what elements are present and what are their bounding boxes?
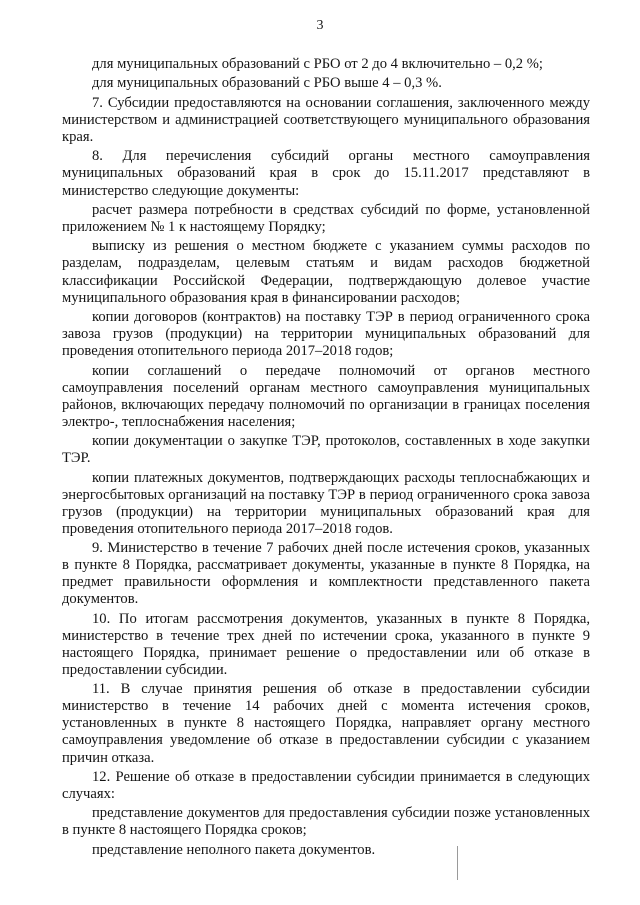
paragraph-rbo-2-4: для муниципальных образований с РБО от 2 до 4 включительно – 0,2 %;	[92, 56, 543, 72]
paragraph-clause-12-item-incomplete: представление неполного пакета документов.	[92, 841, 376, 858]
paragraph-clause-7: 7. Субсидии предоставляются на основании соглашения, заключенного между министерством и администрацией соответствующего муниципального образования края.	[62, 94, 590, 145]
page-number: 3	[316, 18, 324, 33]
paragraph-clause-12: 12. Решение об отказе в предоставлении субсидии принимается в следующих случаях:	[62, 768, 590, 802]
paragraph-clause-8-item-agreements: копии соглашений о передаче полномочий от органов местного самоуправления поселений органам местного самоуправления муниципальных районов, включающих передачу полномочий по организации в границах поселения электро-, теплоснабжения населения;	[62, 362, 590, 430]
paragraph-clause-8-item-budget-extract: выписку из решения о местном бюджете с указанием суммы расходов по разделам, подразделам, целевым статьям и видам расходов бюджетной классификации Российской Федерации, подтверждающую долевое участие муниципального образования края в финансировании расходов;	[62, 238, 590, 306]
paragraph-clause-8-item-contracts: копии договоров (контрактов) на поставку ТЭР в период ограниченного срока завоза грузов (продукции) на территории муниципальных образований для проведения отопительного периода 2017–2018 годов;	[62, 309, 590, 360]
paragraph-clause-10: 10. По итогам рассмотрения документов, указанных в пункте 8 Порядка, министерство в течение трех дней по истечении срока, указанного в пункте 9 настоящего Порядка, принимает решение о предоставлении или об отказе в предоставлении субсидии.	[62, 610, 590, 678]
paragraph-clause-9: 9. Министерство в течение 7 рабочих дней после истечения сроков, указанных в пункте 8 Порядка, рассматривает документы, указанные в пункте 8 Порядка, на предмет правильности оформления и комплектности представленного пакета документов.	[62, 540, 590, 608]
paragraph-rbo-above-4: для муниципальных образований с РБО выше 4 – 0,3 %.	[92, 75, 442, 92]
scan-mark	[457, 846, 458, 880]
paragraph-clause-8-item-procurement: копии документации о закупке ТЭР, протоколов, составленных в ходе закупки ТЭР.	[62, 433, 590, 467]
paragraph-clause-12-item-late: представление документов для предоставления субсидии позже установленных в пункте 8 настоящего Порядка сроков;	[62, 805, 590, 839]
paragraph-clause-11: 11. В случае принятия решения об отказе в предоставлении субсидии министерство в течение 14 рабочих дней с момента истечения сроков, установленных в пункте 8 настоящего Порядка, направляет органу местного самоуправления уведомление об отказе в предоставлении субсидии с указанием причин отказа.	[62, 681, 590, 766]
document-body	[62, 56, 590, 859]
paragraph-clause-8: 8. Для перечисления субсидий органы местного самоуправления муниципальных образований края в срок до 15.11.2017 представляют в министерство следующие документы:	[62, 148, 590, 199]
paragraph-clause-8-item-calculation: расчет размера потребности в средствах субсидий по форме, установленной приложением № 1 к настоящему Порядку;	[62, 201, 590, 235]
paragraph-clause-8-item-payments: копии платежных документов, подтверждающих расходы теплоснабжающих и энергосбытовых организаций на поставку ТЭР в период ограниченного срока завоза грузов (продукции) на территории муниципальных образований края для проведения отопительного периода 2017–2018 годов.	[62, 469, 590, 537]
